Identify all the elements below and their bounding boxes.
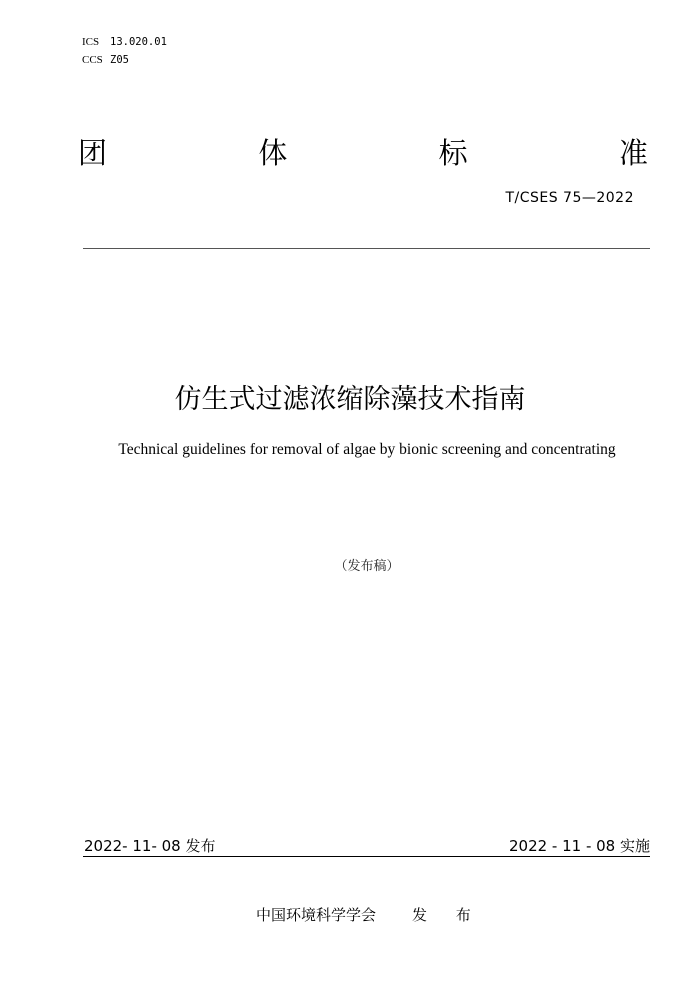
footer-divider (83, 856, 650, 857)
implement-date: 2022 - 11 - 08 实施 (508, 837, 650, 855)
standard-type-char: 准 (618, 136, 648, 170)
standard-number: T/CSES 75—2022 (505, 190, 634, 206)
draft-status: （发布稿） (334, 559, 400, 574)
classification-codes (82, 33, 167, 69)
document-title-en: Technical guidelines for removal of algae by bionic screening and concentrating (118, 441, 616, 458)
publisher-action: 发 布 (412, 906, 483, 924)
standard-type-heading (78, 136, 648, 170)
standard-type-char: 团 (78, 136, 108, 170)
ics-label: ICS (82, 36, 100, 48)
publisher-line (256, 904, 483, 925)
header-divider (83, 248, 650, 249)
ccs-label: CCS (82, 54, 103, 66)
ccs-code (82, 51, 167, 69)
publish-date: 2022- 11- 08 发布 (84, 837, 216, 855)
ics-value: 13.020.01 (110, 36, 167, 48)
standard-type-char: 体 (258, 136, 288, 170)
ccs-value: Z05 (110, 54, 129, 66)
standard-type-char: 标 (438, 136, 468, 170)
document-title-cn: 仿生式过滤浓缩除藻技术指南 (174, 384, 526, 415)
ics-code (82, 33, 167, 51)
publisher-name: 中国环境科学学会 (256, 906, 377, 924)
